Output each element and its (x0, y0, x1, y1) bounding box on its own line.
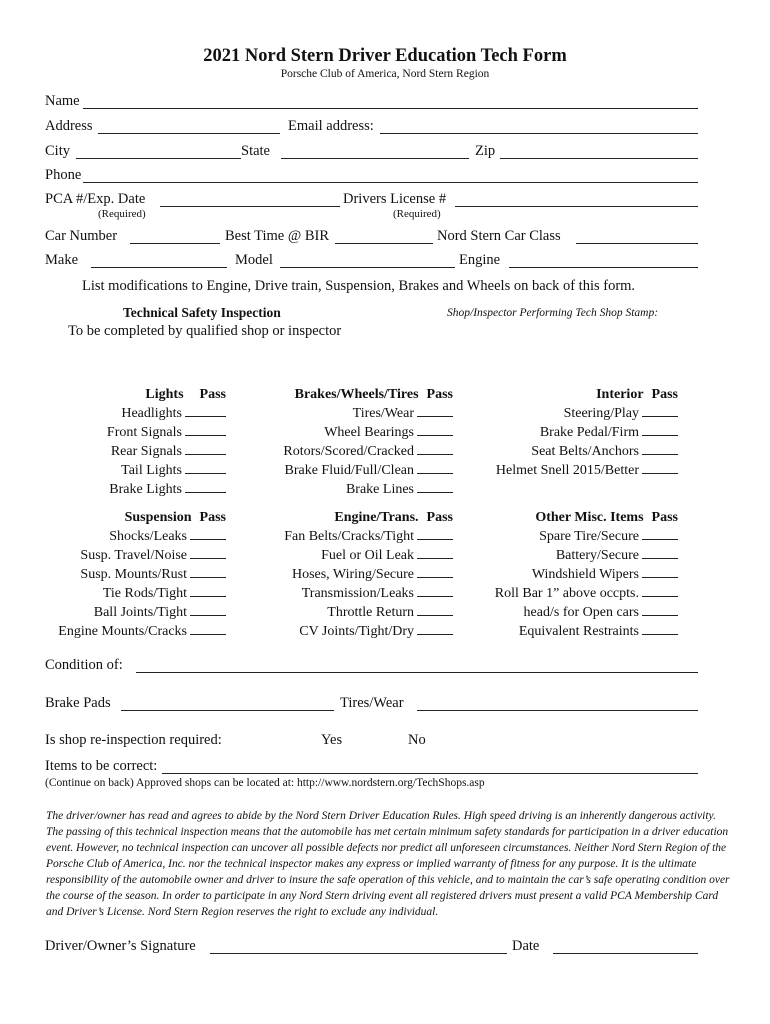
checklist-item-label: Susp. Travel/Noise (80, 548, 187, 563)
car-number-field[interactable] (130, 243, 220, 244)
checklist-item (283, 461, 453, 480)
brake-pads-field[interactable] (121, 710, 334, 711)
interior-header-label: Interior (596, 387, 644, 402)
pca-field[interactable] (160, 206, 340, 207)
checklist-item (495, 565, 678, 584)
checklist-item-label: Engine Mounts/Cracks (58, 624, 187, 639)
phone-label: Phone (45, 167, 82, 183)
pass-check-field[interactable] (642, 565, 678, 578)
pass-check-field[interactable] (190, 622, 226, 635)
misc-pass-header: Pass (651, 510, 678, 525)
checklist-item (107, 480, 226, 499)
checklist-item (58, 546, 226, 565)
condition-field[interactable] (136, 672, 698, 673)
car-number-label: Car Number (45, 228, 118, 244)
modifications-instruction: List modifications to Engine, Drive train, Suspension, Brakes and Wheels on back of this form. (82, 278, 636, 294)
pass-check-field[interactable] (190, 565, 226, 578)
license-required-note: (Required) (393, 208, 441, 220)
lights-pass-header: Pass (199, 387, 226, 402)
checklist-item (107, 404, 226, 423)
model-label: Model (235, 252, 273, 268)
checklist-item-label: Brake Lines (345, 482, 414, 497)
reinspection-yes-option[interactable]: Yes (321, 732, 343, 748)
zip-label: Zip (475, 143, 496, 159)
email-label: Email address: (288, 118, 374, 134)
date-field[interactable] (553, 953, 698, 954)
checklist-item (496, 461, 678, 480)
reinspection-label: Is shop re-inspection required: (45, 732, 222, 748)
form-subtitle: Porsche Club of America, Nord Stern Region (280, 68, 490, 80)
brakes-checklist (283, 385, 453, 499)
zip-field[interactable] (500, 158, 698, 159)
misc-header-label: Other Misc. Items (535, 510, 644, 525)
pass-check-field[interactable] (185, 404, 226, 417)
checklist-item (284, 546, 453, 565)
pass-check-field[interactable] (417, 584, 453, 597)
phone-field[interactable] (83, 182, 698, 183)
inspection-title: Technical Safety Inspection (123, 305, 281, 320)
checklist-item (58, 527, 226, 546)
pass-check-field[interactable] (642, 404, 678, 417)
lights-checklist (107, 385, 226, 499)
best-time-field[interactable] (335, 243, 433, 244)
brakes-header (283, 385, 453, 404)
email-field[interactable] (380, 133, 698, 134)
tires-wear-field[interactable] (417, 710, 698, 711)
checklist-item (496, 404, 678, 423)
checklist-item (496, 442, 678, 461)
pca-label: PCA #/Exp. Date (45, 191, 146, 207)
make-label: Make (45, 252, 79, 268)
misc-header (495, 508, 678, 527)
checklist-item (495, 603, 678, 622)
checklist-item-label: Tires/Wear (352, 406, 414, 421)
checklist-item (58, 603, 226, 622)
license-field[interactable] (455, 206, 698, 207)
name-label: Name (45, 93, 80, 109)
signature-field[interactable] (210, 953, 507, 954)
interior-checklist (496, 385, 678, 480)
model-field[interactable] (280, 267, 455, 268)
checklist-item-label: Headlights (121, 406, 182, 421)
checklist-item-label: CV Joints/Tight/Dry (299, 624, 414, 639)
shop-stamp-label: Shop/Inspector Performing Tech Shop Stamp: (447, 307, 659, 319)
checklist-item-label: Transmission/Leaks (301, 586, 414, 601)
engine-header (284, 508, 453, 527)
suspension-checklist (58, 508, 226, 641)
pass-check-field[interactable] (642, 622, 678, 635)
checklist-item (284, 527, 453, 546)
interior-pass-header: Pass (651, 387, 678, 402)
pass-check-field[interactable] (642, 603, 678, 616)
state-field[interactable] (281, 158, 469, 159)
checklist-item (495, 584, 678, 603)
checklist-item-label: Susp. Mounts/Rust (80, 567, 187, 582)
pass-check-field[interactable] (417, 603, 453, 616)
brakes-header-label: Brakes/Wheels/Tires (294, 387, 419, 402)
checklist-item (284, 622, 453, 641)
engine-field[interactable] (509, 267, 698, 268)
tires-wear-label: Tires/Wear (340, 695, 404, 711)
checklist-item-label: Rear Signals (110, 444, 182, 459)
checklist-item-label: Spare Tire/Secure (539, 529, 639, 544)
checklist-item-label: Tail Lights (121, 463, 182, 478)
checklist-item (283, 442, 453, 461)
pass-check-field[interactable] (190, 603, 226, 616)
lights-header (107, 385, 226, 404)
pass-check-field[interactable] (642, 442, 678, 455)
pass-check-field[interactable] (417, 546, 453, 559)
reinspection-no-option[interactable]: No (408, 732, 426, 748)
checklist-item (58, 565, 226, 584)
city-field[interactable] (76, 158, 241, 159)
checklist-item-label: Tie Rods/Tight (102, 586, 187, 601)
make-field[interactable] (91, 267, 227, 268)
checklist-item-label: Front Signals (106, 425, 182, 440)
brakes-pass-header: Pass (426, 387, 453, 402)
checklist-item (58, 622, 226, 641)
checklist-item (495, 527, 678, 546)
pass-check-field[interactable] (185, 423, 226, 436)
checklist-item (107, 442, 226, 461)
checklist-item (495, 622, 678, 641)
checklist-item (283, 480, 453, 499)
pass-check-field[interactable] (642, 461, 678, 474)
best-time-label: Best Time @ BIR (225, 228, 330, 244)
state-label: State (241, 143, 270, 159)
pass-check-field[interactable] (190, 584, 226, 597)
pass-check-field[interactable] (185, 480, 226, 493)
misc-checklist (495, 508, 678, 641)
engine-checklist (284, 508, 453, 641)
pass-check-field[interactable] (642, 584, 678, 597)
pass-check-field[interactable] (417, 565, 453, 578)
pass-check-field[interactable] (190, 527, 226, 540)
pass-check-field[interactable] (642, 527, 678, 540)
pass-check-field[interactable] (185, 461, 226, 474)
engine-pass-header: Pass (426, 510, 453, 525)
brake-pads-label: Brake Pads (45, 695, 111, 711)
car-class-label: Nord Stern Car Class (437, 228, 561, 244)
checklist-item-label: Windshield Wipers (531, 567, 639, 582)
checklist-item-label: Seat Belts/Anchors (531, 444, 639, 459)
checklist-item (107, 461, 226, 480)
pass-check-field[interactable] (417, 480, 453, 493)
form-title: 2021 Nord Stern Driver Education Tech Form (203, 46, 567, 66)
checklist-item-label: Helmet Snell 2015/Better (495, 463, 639, 478)
checklist-item-label: Brake Pedal/Firm (539, 425, 639, 440)
items-correct-field[interactable] (162, 773, 698, 774)
continue-note: (Continue on back) Approved shops can be located at: http://www.nordstern.org/TechShops.asp (45, 777, 485, 789)
checklist-item-label: Hoses, Wiring/Secure (291, 567, 414, 582)
checklist-item-label: Battery/Secure (555, 548, 639, 563)
checklist-item (284, 584, 453, 603)
checklist-item-label: Wheel Bearings (324, 425, 414, 440)
checklist-item-label: Brake Fluid/Full/Clean (284, 463, 414, 478)
pass-check-field[interactable] (417, 461, 453, 474)
name-field[interactable] (83, 108, 698, 109)
checklist-item-label: Rotors/Scored/Cracked (283, 444, 414, 459)
city-label: City (45, 143, 70, 159)
engine-header-label: Engine/Trans. (334, 510, 419, 525)
inspection-note: To be completed by qualified shop or inspector (68, 323, 342, 339)
checklist-item-label: Equivalent Restraints (518, 624, 639, 639)
date-label: Date (512, 938, 540, 954)
checklist-item (283, 423, 453, 442)
condition-label: Condition of: (45, 657, 123, 673)
signature-label: Driver/Owner’s Signature (45, 938, 196, 954)
pass-check-field[interactable] (417, 622, 453, 635)
pass-check-field[interactable] (642, 546, 678, 559)
pass-check-field[interactable] (417, 442, 453, 455)
checklist-item-label: Throttle Return (327, 605, 414, 620)
lights-header-label: Lights (145, 387, 184, 402)
pca-required-note: (Required) (98, 208, 146, 220)
engine-label: Engine (459, 252, 501, 268)
suspension-header (58, 508, 226, 527)
suspension-pass-header: Pass (199, 510, 226, 525)
pass-check-field[interactable] (417, 404, 453, 417)
checklist-item-label: head/s for Open cars (523, 605, 639, 620)
checklist-item-label: Shocks/Leaks (109, 529, 187, 544)
suspension-header-label: Suspension (124, 510, 192, 525)
pass-check-field[interactable] (185, 442, 226, 455)
checklist-item (495, 546, 678, 565)
interior-header (496, 385, 678, 404)
checklist-item (283, 404, 453, 423)
checklist-item (284, 603, 453, 622)
car-class-field[interactable] (576, 243, 698, 244)
address-label: Address (45, 118, 93, 134)
checklist-item (496, 423, 678, 442)
disclaimer-text: The driver/owner has read and agrees to abide by the Nord Stern Driver Education Rules. High speed driving is an inherently dangerous activity. The passing of this technical inspection means that the automobile has met certain minimum safety standards for participation in a driver education event. However, no technical inspection can uncover all possible defects nor predict all unforeseen circumstances. Neither Nord Stern Region of the Porsche Club of America, Inc. nor the technical inspector makes any express or implied warranty of fitness for any purpose. It is the ultimate responsibility of the automobile owner and driver to insure the safe operation of this vehicle, and to maintain the car’s safe operating condition over the course of the season. In order to participate in any Nord Stern driving event all registered drivers must present a valid PCA Membership Card and Driver’s License. Nord Stern Region reserves the right to exclude any individual. (46, 810, 730, 918)
checklist-item-label: Steering/Play (563, 406, 639, 421)
checklist-item-label: Fuel or Oil Leak (321, 548, 414, 563)
checklist-item (284, 565, 453, 584)
checklist-item-label: Ball Joints/Tight (93, 605, 187, 620)
checklist-item (107, 423, 226, 442)
checklist-item-label: Fan Belts/Cracks/Tight (284, 529, 414, 544)
pass-check-field[interactable] (417, 423, 453, 436)
items-correct-label: Items to be correct: (45, 758, 158, 774)
checklist-item-label: Brake Lights (109, 482, 182, 497)
pass-check-field[interactable] (417, 527, 453, 540)
pass-check-field[interactable] (642, 423, 678, 436)
checklist-item (58, 584, 226, 603)
checklist-item-label: Roll Bar 1” above occpts. (494, 586, 639, 601)
license-label: Drivers License # (343, 191, 447, 207)
pass-check-field[interactable] (190, 546, 226, 559)
address-field[interactable] (98, 133, 280, 134)
